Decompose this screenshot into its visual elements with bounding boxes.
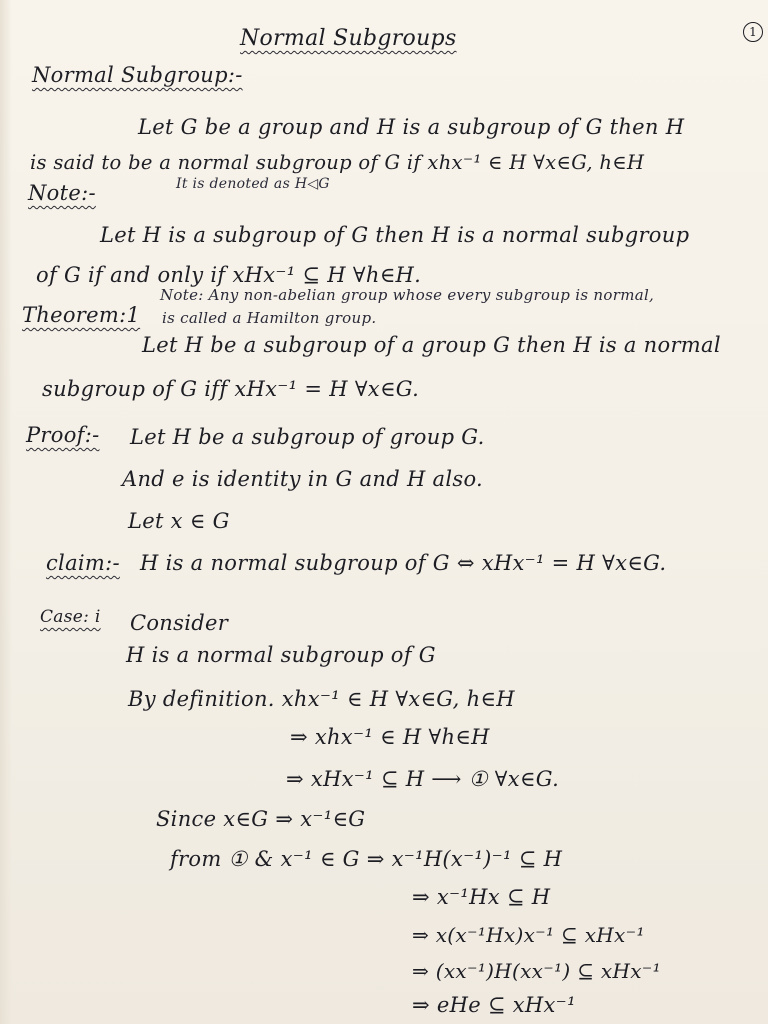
note-line-1: Let H is a subgroup of G then H is a normal subgroup <box>100 223 690 247</box>
case-line-5: ⇒ xHx⁻¹ ⊆ H ⟶ ① ∀x∈G. <box>286 767 560 791</box>
case-line-4: ⇒ xhx⁻¹ ∈ H ∀h∈H <box>290 725 490 749</box>
definition-line-2: is said to be a normal subgroup of G if xhx⁻¹ ∈ H ∀x∈G, h∈H <box>30 151 645 174</box>
derivation-step-4: ⇒ eHe ⊆ xHx⁻¹ <box>412 993 576 1017</box>
derivation-step-3: ⇒ (xx⁻¹)H(xx⁻¹) ⊆ xHx⁻¹ <box>412 959 661 983</box>
claim-text: H is a normal subgroup of G ⇔ xHx⁻¹ = H ∀x∈G. <box>140 551 667 575</box>
claim-heading: claim:- <box>46 551 120 575</box>
proof-heading: Proof:- <box>26 423 100 447</box>
hamilton-note-line-2: is called a Hamilton group. <box>162 309 377 327</box>
derivation-step-2: ⇒ x(x⁻¹Hx)x⁻¹ ⊆ xHx⁻¹ <box>412 923 645 947</box>
note-line-2: of G if and only if xHx⁻¹ ⊆ H ∀h∈H. <box>36 263 422 287</box>
derivation-step-1: ⇒ x⁻¹Hx ⊆ H <box>412 885 551 909</box>
proof-line-1: Let H be a subgroup of group G. <box>130 425 485 449</box>
normal-subgroup-heading: Normal Subgroup:- <box>32 63 243 87</box>
theorem-line-2: subgroup of G iff xHx⁻¹ = H ∀x∈G. <box>42 377 420 401</box>
theorem-line-1: Let H be a subgroup of a group G then H is a normal <box>142 333 721 357</box>
page-title: Normal Subgroups <box>240 26 457 51</box>
since-line: Since x∈G ⇒ x⁻¹∈G <box>156 807 366 831</box>
note-heading: Note:- <box>28 181 96 205</box>
case-line-3: By definition. xhx⁻¹ ∈ H ∀x∈G, h∈H <box>128 687 515 711</box>
denoted-note: It is denoted as H◁G <box>176 176 330 192</box>
proof-line-2: And e is identity in G and H also. <box>122 467 484 491</box>
page-number-badge: 1 <box>743 22 763 42</box>
from-line: from ① & x⁻¹ ∈ G ⇒ x⁻¹H(x⁻¹)⁻¹ ⊆ H <box>170 847 563 871</box>
theorem-heading: Theorem:1 <box>22 303 141 327</box>
definition-line-1: Let G be a group and H is a subgroup of G then H <box>138 115 685 139</box>
proof-line-3: Let x ∈ G <box>128 509 230 533</box>
case-line-1: Consider <box>130 611 229 635</box>
hamilton-note-line-1: Note: Any non-abelian group whose every subgroup is normal, <box>160 286 655 304</box>
page-margin-shadow <box>0 0 12 1024</box>
case-heading: Case: i <box>40 607 101 627</box>
case-line-2: H is a normal subgroup of G <box>126 643 436 667</box>
